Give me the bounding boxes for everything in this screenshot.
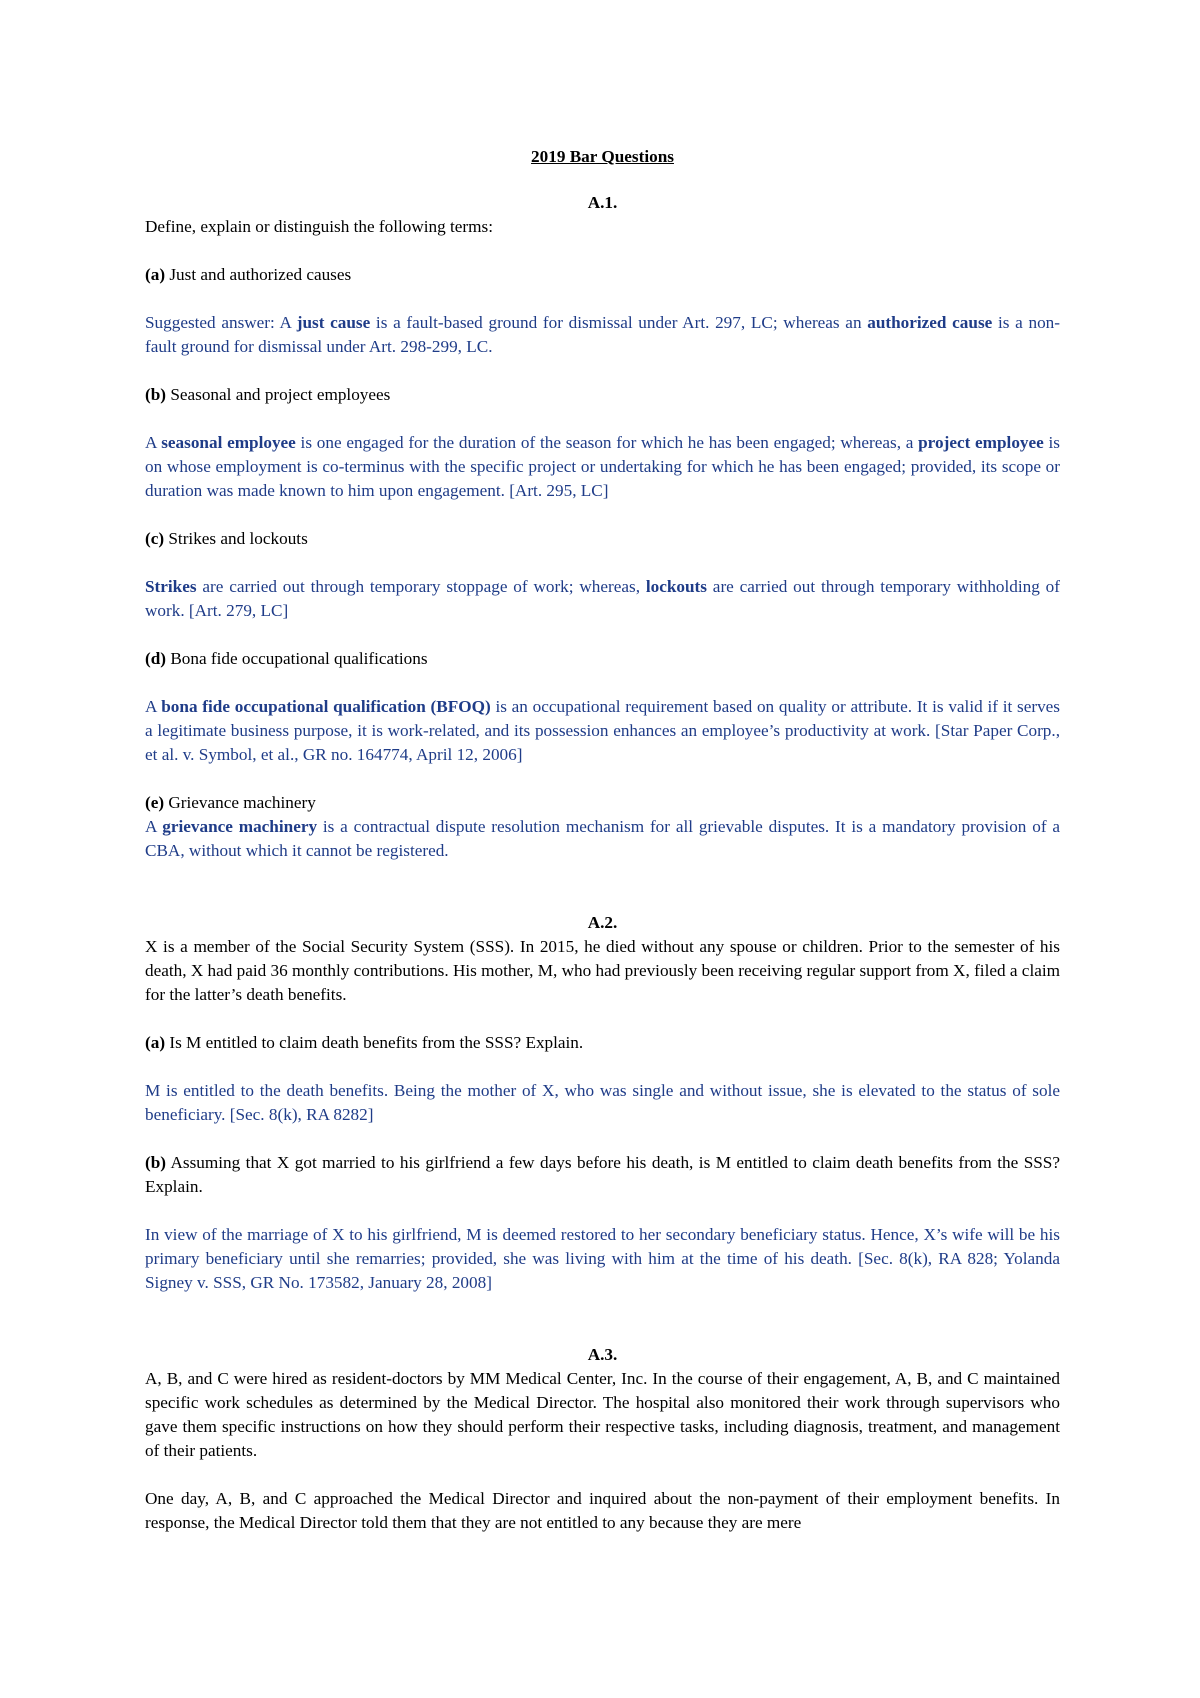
item-question: Strikes and lockouts xyxy=(164,529,308,548)
a1-item-d-question xyxy=(145,647,1060,671)
a2-facts: X is a member of the Social Security System (SSS). In 2015, he died without any spouse or children. Prior to the semester of his death, X had paid 36 monthly contributions. His mother, M, who had previously been receiving regular support from X, filed a claim for the latter’s death benefits. xyxy=(145,937,1060,1004)
answer-term: project employee xyxy=(918,433,1044,452)
answer-term: bona fide occupational qualification (BFOQ) xyxy=(161,697,491,716)
item-label: (e) xyxy=(145,793,165,812)
question-heading-a2: A.2. xyxy=(587,913,618,932)
document-body xyxy=(145,145,1060,1535)
document-title: 2019 Bar Questions xyxy=(531,147,674,166)
answer-text: are carried out through temporary withholding of work. [Art. 279, LC] xyxy=(145,577,1060,620)
answer-term: authorized cause xyxy=(867,313,993,332)
a3-facts-continued: One day, A, B, and C approached the Medical Director and inquired about the non-payment of their employment benefits. In response, the Medical Director told them that they are not entitled to any because they are mere xyxy=(145,1489,1060,1532)
section-spacer xyxy=(145,1319,1060,1343)
item-question: Is M entitled to claim death benefits from the SSS? Explain. xyxy=(165,1033,584,1052)
item-question: Grievance machinery xyxy=(164,793,316,812)
a1-item-c-answer xyxy=(145,575,1060,623)
a2-item-b-answer: In view of the marriage of X to his girlfriend, M is deemed restored to her secondary beneficiary status. Hence, X’s wife will be his primary beneficiary until she remarries; provided, she was living with him at the time of his death. [Sec. 8(k), RA 828; Yolanda Signey v. SSS, GR No. 173582, January 28, 2008] xyxy=(145,1225,1060,1292)
answer-text: A xyxy=(145,433,162,452)
answer-text: is a fault-based ground for dismissal under Art. 297, LC; whereas an xyxy=(370,313,868,332)
item-label: (b) xyxy=(145,385,167,404)
item-question: Seasonal and project employees xyxy=(166,385,391,404)
answer-text: is a non-fault ground for dismissal under Art. 298-299, LC. xyxy=(145,313,1060,356)
item-question: Just and authorized causes xyxy=(165,265,352,284)
answer-term: grievance machinery xyxy=(162,817,318,836)
a1-item-d-answer xyxy=(145,695,1060,767)
question-heading-a1: A.1. xyxy=(587,193,618,212)
a1-item-b-question xyxy=(145,383,1060,407)
section-spacer xyxy=(145,887,1060,911)
a3-facts: A, B, and C were hired as resident-doctors by MM Medical Center, Inc. In the course of their engagement, A, B, and C maintained specific work schedules as determined by the Medical Director. The hospital also monitored their work through supervisors who gave them specific instructions on how they should perform their respective tasks, including diagnosis, treatment, and management of their patients. xyxy=(145,1369,1060,1460)
item-label: (b) xyxy=(145,1153,167,1172)
answer-text: is one engaged for the duration of the season for which he has been engaged; whereas, a xyxy=(295,433,919,452)
answer-text: is a contractual dispute resolution mechanism for all grievable disputes. It is a mandatory provision of a CBA, without which it cannot be registered. xyxy=(145,817,1060,860)
answer-text: is on whose employment is co-terminus with the specific project or undertaking for which he has been engaged; provided, its scope or duration was made known to him upon engagement. [Art. 295, LC] xyxy=(145,433,1060,500)
a1-item-e-answer xyxy=(145,815,1060,863)
answer-term: just cause xyxy=(296,313,371,332)
a2-item-b-question xyxy=(145,1151,1060,1199)
answer-term: Strikes xyxy=(145,577,197,596)
answer-term: lockouts xyxy=(645,577,707,596)
a1-item-e-question xyxy=(145,791,1060,815)
item-question: Assuming that X got married to his girlfriend a few days before his death, is M entitled to claim death benefits from the SSS? Explain. xyxy=(145,1153,1060,1196)
question-heading-a3: A.3. xyxy=(587,1345,618,1364)
answer-text: are carried out through temporary stoppage of work; whereas, xyxy=(196,577,646,596)
a1-item-a-answer xyxy=(145,311,1060,359)
a1-intro: Define, explain or distinguish the following terms: xyxy=(145,217,493,236)
item-question: Bona fide occupational qualifications xyxy=(166,649,428,668)
item-label: (a) xyxy=(145,1033,166,1052)
item-label: (a) xyxy=(145,265,166,284)
answer-text: Suggested answer: A xyxy=(145,313,297,332)
a1-item-c-question xyxy=(145,527,1060,551)
answer-text: is an occupational requirement based on quality or attribute. It is valid if it serves a legitimate business purpose, it is work-related, and its possession enhances an employee’s productivity at work. [Star Paper Corp., et al. v. Symbol, et al., GR no. 164774, April 12, 2006] xyxy=(145,697,1060,764)
a2-item-a-answer: M is entitled to the death benefits. Being the mother of X, who was single and without issue, she is elevated to the status of sole beneficiary. [Sec. 8(k), RA 8282] xyxy=(145,1081,1060,1124)
item-label: (d) xyxy=(145,649,167,668)
answer-text: A xyxy=(145,697,162,716)
a1-item-a-question xyxy=(145,263,1060,287)
a1-item-b-answer xyxy=(145,431,1060,503)
a2-item-a-question xyxy=(145,1031,1060,1055)
answer-text: A xyxy=(145,817,163,836)
answer-term: seasonal employee xyxy=(161,433,296,452)
item-label: (c) xyxy=(145,529,165,548)
